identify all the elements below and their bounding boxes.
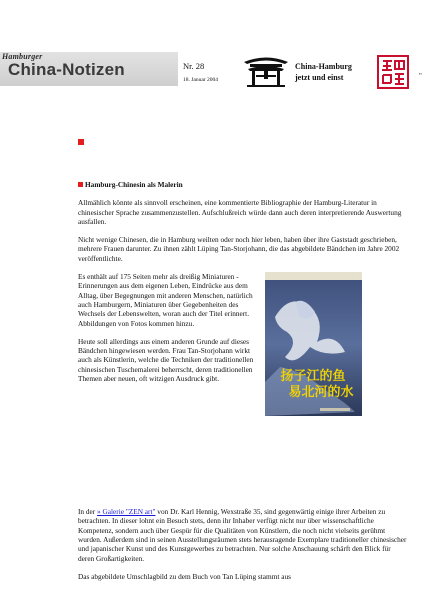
pagoda-gate-logo-icon bbox=[243, 52, 289, 88]
header-china-hamburg: China-Hamburg bbox=[295, 62, 352, 71]
article-heading bbox=[78, 180, 408, 189]
article-heading-text: Hamburg-Chinesin als Malerin bbox=[85, 180, 183, 189]
paragraph-5-prefix: In der bbox=[78, 507, 98, 517]
cover-title-line-1: 扬子江的鱼 bbox=[280, 369, 346, 385]
article-hamburg-chinesin bbox=[78, 180, 408, 590]
issue-date: 18. Januar 2004 bbox=[183, 77, 218, 83]
section-bullet bbox=[78, 139, 84, 145]
masthead-title: China-Notizen bbox=[8, 60, 125, 79]
red-seal-stamp-icon bbox=[377, 55, 409, 89]
figure-block bbox=[78, 272, 408, 507]
masthead-subtitle: Hamburger bbox=[2, 52, 43, 61]
paragraph-4: Heute soll allerdings aus einem anderen Grunde auf dieses Bändchen hingewiesen werden. Frau Tan-Storjohann wirkt auch als Künstlerin, welche die Techniken der traditionellen chinesischen Tuschemalerei beherrscht, deren traditionellen Themen aber neuen, oft witzigen Ausdruck gibt. bbox=[78, 336, 254, 384]
header-edge-mark: " bbox=[419, 72, 422, 80]
paragraph-5-body: von Dr. Karl Hennig, Wexstraße 35, sind gegenwärtig einige ihrer Arbeiten zu betrachten. In dieser lohnt ein Besuch stets, denn ihr Inhaber verfügt nicht nur über wissenschaftliche Kompetenz, sondern auch über Gespür für die Qualitäten von Künstlern, die noch nicht vielseits gerühmt wurden. Außerdem sind in seinen Ausstellungsräumen stets herausragende Exemplare traditioneller chinesischer und japanischer Kunst und des Kunstgewerbes zu betrachten. Nur solche Anschauung schärft den Blick für deren Großartigkeiten. bbox=[78, 507, 407, 563]
paragraph-5 bbox=[78, 507, 408, 563]
issue-number: Nr. 28 bbox=[183, 61, 205, 71]
masthead-banner bbox=[0, 52, 178, 86]
header-jetzt-und-einst: jetzt und einst bbox=[295, 73, 344, 82]
cover-title-line-2: 易北河的水 bbox=[288, 385, 354, 401]
paragraph-6: Das abgebildete Umschlagbild zu dem Buch von Tan Lüping stammt aus bbox=[78, 571, 291, 581]
newsletter-header bbox=[0, 52, 424, 92]
paragraph-3: Es enthält auf 175 Seiten mehr als dreißig Miniaturen - Erinnerungen aus dem eigenen Leben, Eindrücke aus dem Alltag, über Begegnungen mit anderen Menschen, natürlich auch Hamburgern, Miniaturen über Gegebenheiten des Wechsels der Lebenswelten, woran auch der Titel erinnert. Abbildungen von Fotos kommen hinzu. bbox=[78, 272, 253, 328]
heading-bullet bbox=[78, 182, 83, 187]
paragraph-1: Allmählich könnte als sinnvoll erscheinen, eine kommentierte Bibliographie der Hamburg-Literatur in chinesischer Sprache zusammenzustellen. Aufschlußreich würde dann auch deren interpretierende Auswertung ausfallen. bbox=[78, 198, 402, 226]
galerie-zen-art-link[interactable]: » Galerie "ZEN art" bbox=[97, 507, 156, 517]
paragraph-2: Nicht wenige Chinesen, die in Hamburg weilten oder noch hier leben, haben über ihre Gaststadt geschrieben, mehrere Frauen darunter. Zu ihnen zählt Lüping Tan-Storjohann, die das abgebildete Bändchen im Jahre 2002 veröffentlichte. bbox=[78, 235, 400, 263]
figure-text-column bbox=[78, 272, 256, 383]
book-cover-image bbox=[265, 272, 362, 416]
